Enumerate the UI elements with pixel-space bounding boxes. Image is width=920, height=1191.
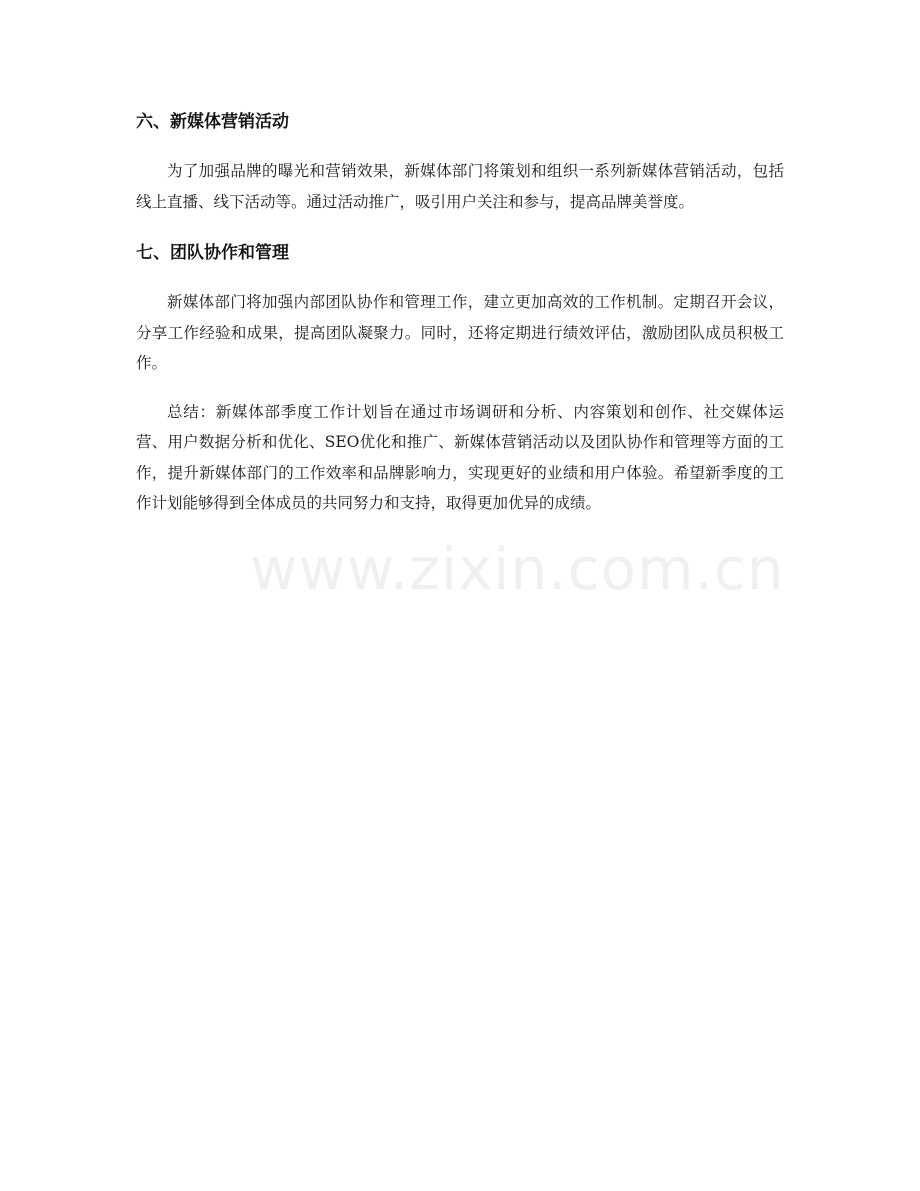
section-paragraph-team-management: 新媒体部门将加强内部团队协作和管理工作，建立更加高效的工作机制。定期召开会议，分享工作经验和成果，提高团队凝聚力。同时，还将定期进行绩效评估，激励团队成员积极工作。: [136, 293, 784, 372]
section-paragraph-marketing-activities: 为了加强品牌的曝光和营销效果，新媒体部门将策划和组织一系列新媒体营销活动，包括线上直播、线下活动等。通过活动推广，吸引用户关注和参与，提高品牌美誉度。: [136, 162, 784, 211]
watermark-text: www.zixin.com.cn: [250, 535, 785, 603]
document-content: [136, 104, 784, 537]
section-heading-marketing-activities: 六、新媒体营销活动: [136, 112, 289, 132]
section-heading-team-management: 七、团队协作和管理: [136, 243, 289, 263]
summary-paragraph: 总结：新媒体部季度工作计划旨在通过市场调研和分析、内容策划和创作、社交媒体运营、用户数据分析和优化、SEO优化和推广、新媒体营销活动以及团队协作和管理等方面的工作，提升新媒体部门的工作效率和品牌影响力，实现更好的业绩和用户体验。希望新季度的工作计划能够得到全体成员的共同努力和支持，取得更加优异的成绩。: [136, 402, 784, 512]
